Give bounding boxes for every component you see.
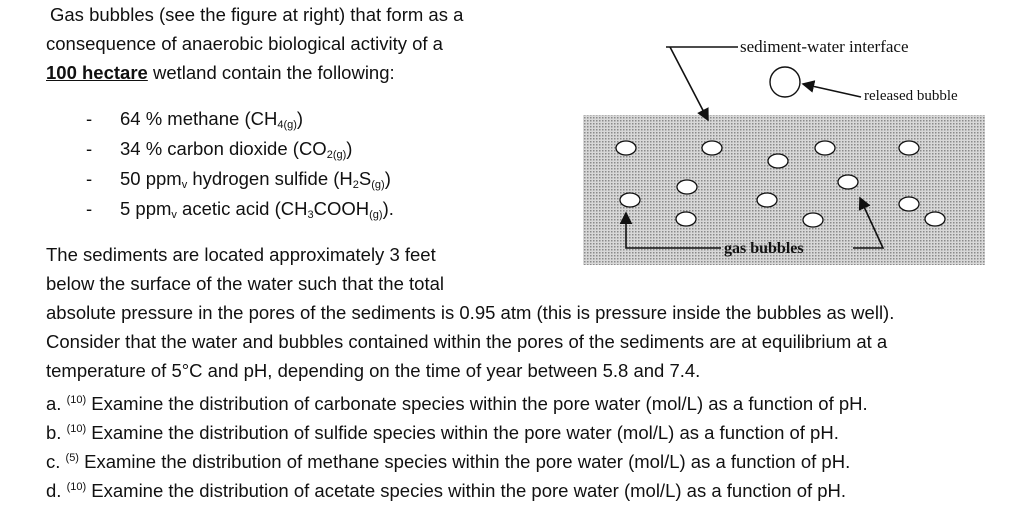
interface-arrow (670, 47, 708, 120)
list-item-hydrogen-sulfide: - 50 ppm$_v$ hydrogen sulfide $(H_2S_{(g)})$ (86, 168, 391, 191)
body-line-4: Consider that the water and bubbles contained within the pores of the sediments are at equilibrium at a (46, 331, 888, 352)
question-points: (10) (66, 394, 87, 406)
body-line-2: below the surface of the water such that the total (46, 273, 444, 294)
body-line-1: The sediments are located approximately 3 feet (46, 244, 436, 265)
gas-bubbles-figure (578, 30, 1008, 270)
list-dash: - (86, 138, 93, 159)
released-bubble-label: released bubble (864, 88, 958, 104)
question-points: (5) (65, 452, 79, 464)
list-dash: - (86, 168, 93, 189)
body-line-5: temperature of 5°C and pH, depending on the time of year between 5.8 and 7.4. (46, 360, 701, 381)
intro-line-3 (46, 62, 395, 84)
list-item-methane: - 64 % methane $(CH_{4(g)})$ (86, 108, 304, 131)
released-bubble-arrow (803, 84, 861, 97)
list-item-carbon-dioxide: - 34 % carbon dioxide $(CO_{2(g)})$ (86, 138, 353, 161)
question-a: a. $^{(10)}$ Examine the distribution of carbonate species within the pore water (mol/L) as a function of pH. (46, 393, 868, 414)
intro-line-2: consequence of anaerobic biological activity of a (46, 33, 443, 54)
list-item-acetic-acid: - 5 ppm$_v$ acetic acid $(CH_3COOH_{(g)})$. (86, 198, 394, 221)
intro-line-1: Gas bubbles (see the figure at right) that form as a (50, 4, 464, 25)
question-points: (10) (66, 481, 87, 493)
question-c: c. $^{(5)}$ Examine the distribution of methane species within the pore water (mol/L) as a function of pH. (46, 451, 851, 472)
gas-bubbles-label: gas bubbles (724, 240, 804, 257)
list-dash: - (86, 108, 93, 129)
intro-line-3-rest: wetland contain the following: (147, 62, 395, 83)
question-b: b. $^{(10)}$ Examine the distribution of sulfide species within the pore water (mol/L) as a function of pH. (46, 422, 839, 443)
list-dash: - (86, 198, 93, 219)
interface-label: sediment-water interface (740, 37, 909, 56)
body-line-3: absolute pressure in the pores of the sediments is 0.95 atm (this is pressure inside the bubbles as well). (46, 302, 895, 323)
question-points: (10) (66, 423, 87, 435)
released-bubble (770, 67, 800, 97)
question-d: d. $^{(10)}$ Examine the distribution of acetate species within the pore water (mol/L) as a function of pH. (46, 480, 847, 501)
wetland-area: 100 hectare (46, 62, 148, 83)
